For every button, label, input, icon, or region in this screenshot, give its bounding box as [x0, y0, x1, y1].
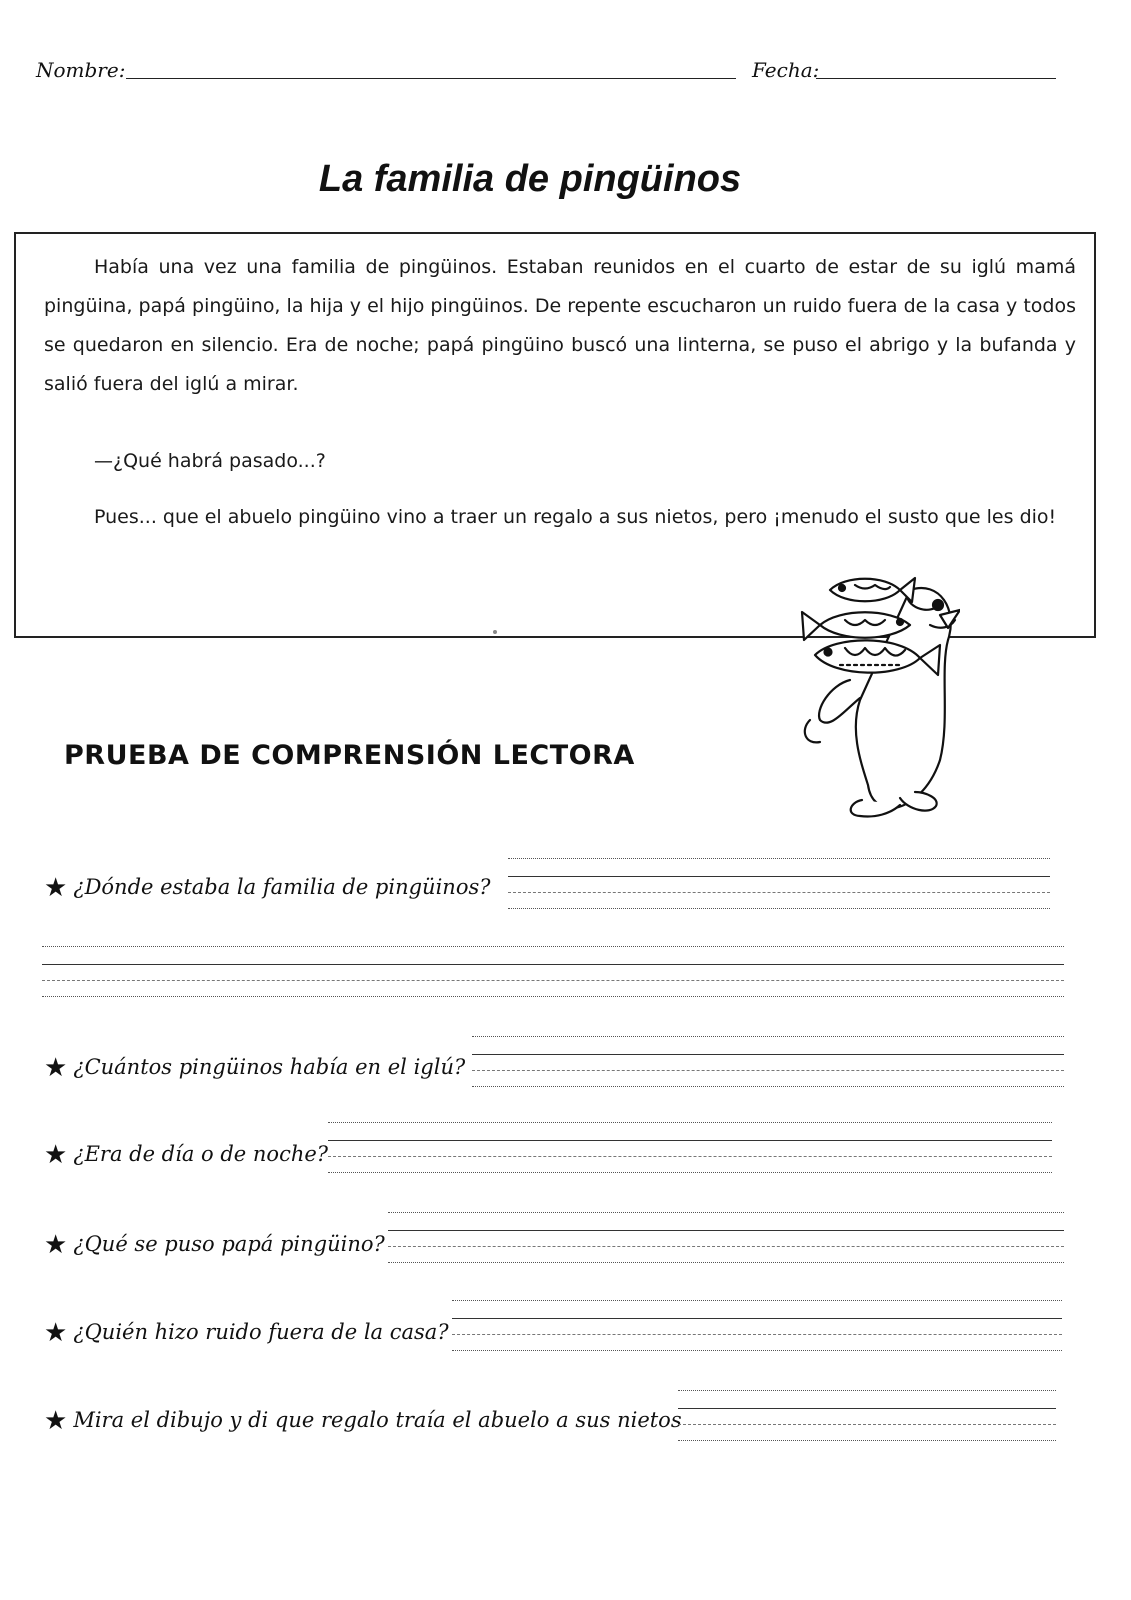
stray-dot: [493, 630, 497, 634]
star-icon: ★: [44, 1318, 68, 1348]
date-field[interactable]: [816, 78, 1056, 79]
section-title: PRUEBA DE COMPRENSIÓN LECTORA: [64, 740, 635, 771]
answer-1-lines[interactable]: [508, 858, 1050, 912]
story-paragraph-2: —¿Qué habrá pasado...?: [94, 450, 326, 472]
story-paragraph-1: Había una vez una familia de pingüinos. Estaban reunidos en el cuarto de estar de su iglú mamá pingüina, papá pingüino, la hija y el hijo pingüinos. De repente escucharon un ruido fuera de la casa y todos se quedaron en silencio. Era de noche; papá pingüino buscó una linterna, se puso el abrigo y la bufanda y salió fuera del iglú a mirar.: [44, 256, 1076, 395]
star-icon: ★: [44, 1230, 68, 1260]
name-label: Nombre:: [36, 58, 126, 82]
question-1: [44, 873, 491, 903]
question-2-text: ¿Cuántos pingüinos había en el iglú?: [73, 1055, 466, 1079]
answer-6-lines[interactable]: [678, 1390, 1056, 1444]
star-icon: ★: [44, 873, 68, 903]
question-5: [44, 1318, 449, 1348]
answer-5-lines[interactable]: [452, 1300, 1062, 1354]
question-3: [44, 1140, 328, 1170]
story-paragraph-3: Pues... que el abuelo pingüino vino a traer un regalo a sus nietos, pero ¡menudo el susto que les dio!: [94, 506, 1057, 528]
question-4: [44, 1230, 385, 1260]
question-1-text: ¿Dónde estaba la familia de pingüinos?: [73, 875, 491, 899]
date-label: Fecha:: [752, 58, 820, 82]
star-icon: ★: [44, 1053, 68, 1083]
page-title: La familia de pingüinos: [318, 158, 742, 200]
answer-1-extra-lines[interactable]: [42, 946, 1064, 1000]
answer-4-lines[interactable]: [388, 1212, 1064, 1266]
star-icon: ★: [44, 1140, 68, 1170]
question-3-text: ¿Era de día o de noche?: [73, 1142, 329, 1166]
question-2: [44, 1053, 465, 1083]
answer-3-lines[interactable]: [328, 1122, 1052, 1176]
question-5-text: ¿Quién hizo ruido fuera de la casa?: [73, 1320, 449, 1344]
question-4-text: ¿Qué se puso papá pingüino?: [73, 1232, 385, 1256]
penguin-illustration: [790, 570, 960, 840]
name-field[interactable]: [126, 78, 736, 79]
question-6-text: Mira el dibujo y di que regalo traía el abuelo a sus nietos: [73, 1408, 682, 1432]
star-icon: ★: [44, 1406, 68, 1436]
question-6: [44, 1406, 682, 1436]
answer-2-lines[interactable]: [472, 1036, 1064, 1090]
